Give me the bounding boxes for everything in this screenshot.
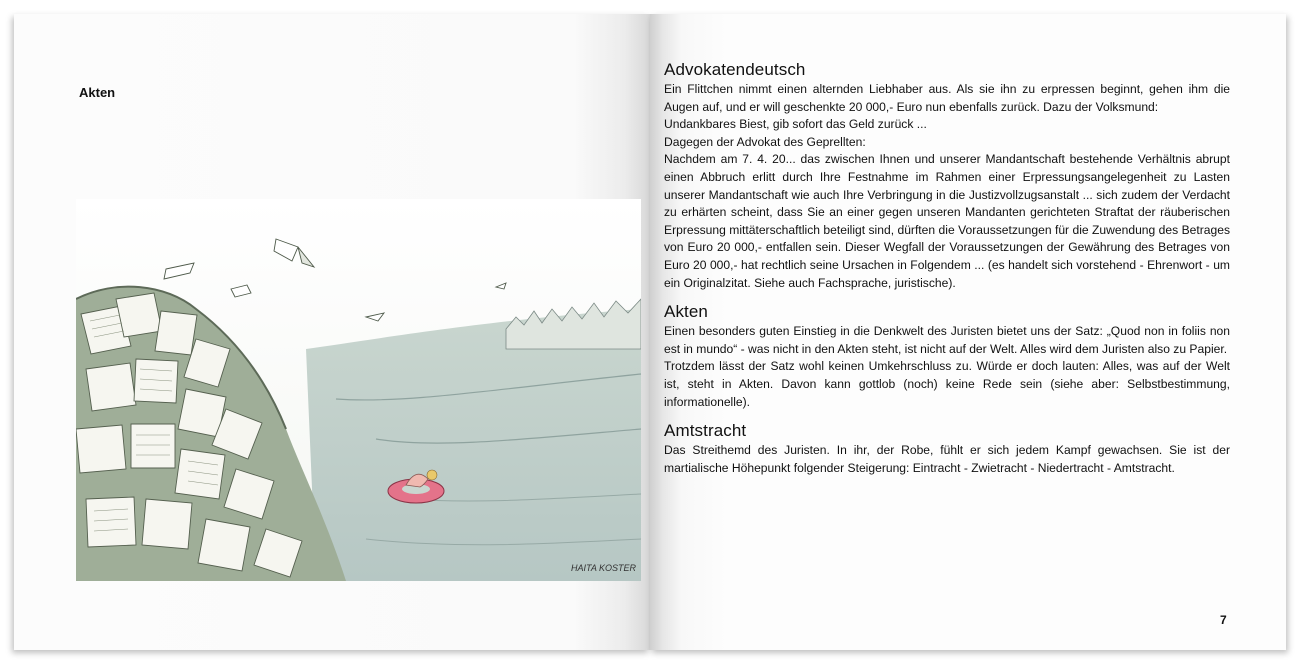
right-page-content (664, 60, 1230, 487)
section-title: Advokatendeutsch (664, 60, 806, 79)
section-advokatendeutsch (664, 60, 1230, 292)
section-akten (664, 302, 1230, 411)
section-paragraph: Das Streithemd des Juristen. In ihr, der Robe, fühlt er sich jedem Kampf gewachsen. Sie ist der martialische Höhepunkt folgender Steigerung: Eintracht - Zwietracht - Niedertracht - Amtstracht. (664, 443, 1230, 475)
cartoon-paper-wave-illustration (76, 199, 641, 581)
left-page (14, 14, 650, 650)
section-paragraph: Dagegen der Advokat des Geprellten: (664, 134, 866, 149)
section-paragraph: Ein Flittchen nimmt einen alternden Liebhaber aus. Als sie ihn zu erpressen beginnt, gehen ihm die Augen auf, und er will geschenkte 20 000,- Euro nun ebenfalls zurück. Dazu der Volksmund: (664, 82, 1230, 114)
section-paragraph: Einen besonders guten Einstieg in die Denkwelt des Juristen bietet uns der Satz: „Quod non in foliis non est in mundo“ - was nicht in den Akten steht, ist nicht auf der Welt. Alles wird dem Juristen also zu Papier. (664, 324, 1230, 356)
left-page-heading: Akten (79, 85, 116, 100)
illustration-signature: HAITA KOSTER (571, 563, 637, 573)
section-paragraph: Nachdem am 7. 4. 20... das zwischen Ihnen und unserer Mandantschaft bestehende Verhältnis abrupt einen Abbruch erlitt durch Ihre Festnahme im Rahmen einer Erpressungsangelegenheit zu Lasten unserer Mandantschaft wie auch Ihre Verbringung in die Justizvollzugsanstalt ... sich zudem der Verdacht zu erhärten scheint, dass Sie an einer gegen unseren Mandanten gerichteten Straftat der räuberischen Erpressung mittäterschaftlich beteiligt sind, dürften die Voraussetzungen für die Zuwendung des Betrages von Euro 20 000,- entfallen sein. Dieser Wegfall der Voraussetzungen der Gewährung des Betrages von Euro 20 000,- hat rechtlich seine Ursachen in Folgendem ... (es handelt sich vorstehend - Ehrenwort - um ein Originalzitat. Siehe auch Fachsprache, juristische). (664, 152, 1230, 290)
page-number: 7 (1220, 613, 1227, 627)
section-title: Akten (664, 302, 708, 322)
section-paragraph: Undankbares Biest, gib sofort das Geld zurück ... (664, 117, 927, 132)
section-amtstracht (664, 421, 1230, 477)
section-title: Amtstracht (664, 421, 747, 441)
section-paragraph: Trotzdem lässt der Satz wohl keinen Umkehrschluss zu. Würde er doch lauten: Alles, was auf der Welt ist, steht in Akten. Davon kann gottlob (noch) keine Rede sein (siehe aber: Selbstbestimmung, informationelle). (664, 359, 1230, 409)
